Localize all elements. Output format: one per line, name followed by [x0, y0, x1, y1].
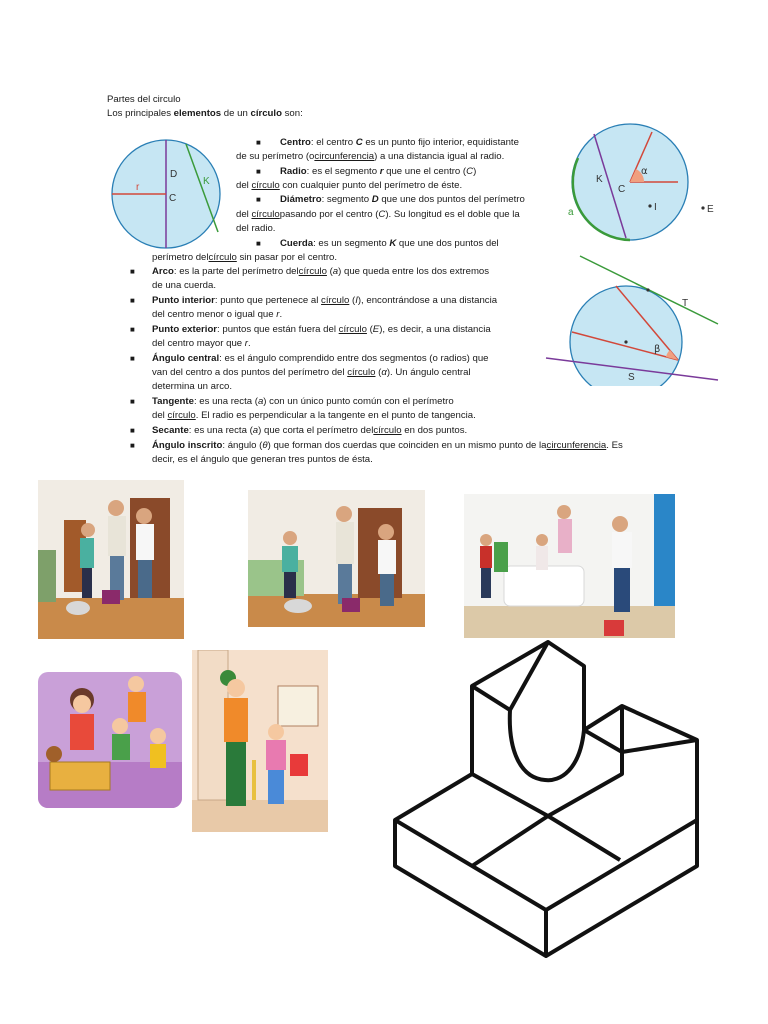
item-tangente-line1: Tangente: es una recta (a) con un único punto común con el perímetro [152, 396, 454, 407]
link-circunferencia[interactable]: circunferencia [314, 151, 375, 162]
cartoon-family-toys [38, 672, 182, 808]
label-C: C [618, 184, 626, 195]
label-I: I [654, 202, 657, 213]
item-interior-line1: Punto interior: punto que pertenece al círculo (I), encontrándose a una distancia [152, 295, 498, 306]
label-C: C [169, 193, 177, 204]
bullet-icon: ■ [130, 426, 135, 435]
circle-figure-1 [108, 132, 226, 252]
label-alpha: α [641, 166, 648, 177]
cartoon-cleaning-window [192, 650, 328, 832]
link-circulo[interactable]: círculo [251, 209, 280, 220]
item-centro-line1: Centro: el centro C es un punto fijo interior, equidistante [280, 137, 519, 148]
bullet-icon: ■ [130, 325, 135, 334]
label-beta: β [654, 344, 661, 355]
item-secante-line1: Secante: es una recta (a) que corta el perímetro delcírculo en dos puntos. [152, 425, 468, 436]
label-K: K [596, 174, 603, 185]
interior-point [648, 204, 651, 207]
item-central-line3: determina un arco. [152, 381, 232, 392]
label-a: a [568, 207, 574, 218]
label-T: T [682, 298, 689, 309]
link-circunferencia[interactable]: circunferencia [546, 440, 607, 451]
bullet-icon: ■ [130, 441, 135, 450]
item-central-line2: van del centro a dos puntos del perímetro del círculo (α). Un ángulo central [152, 367, 471, 378]
label-S: S [628, 372, 635, 383]
circle-figure-3 [544, 254, 722, 386]
photo-family-cleaning-1 [38, 480, 184, 639]
section-title: Partes del circulo [107, 94, 181, 105]
label-K: K [203, 176, 210, 187]
link-circulo[interactable]: círculo [251, 180, 280, 191]
item-arco-line1: Arco: es la parte del perímetro delcírculo (a) que queda entre los dos extremos [152, 266, 490, 277]
item-inscrito-line1: Ángulo inscrito: ángulo (θ) que forman dos cuerdas que coinciden en un mismo punto de lacircunferencia. Es [152, 440, 623, 451]
bullet-icon: ■ [256, 195, 261, 204]
link-circulo[interactable]: círculo [167, 410, 196, 421]
item-inscrito-line2: decir, es el ángulo que generan tres puntos de ésta. [152, 454, 373, 465]
circle-figure-2 [566, 120, 724, 246]
link-circulo[interactable]: círculo [373, 425, 402, 436]
item-diametro-line3: del radio. [236, 223, 276, 234]
bullet-icon: ■ [130, 296, 135, 305]
label-E: E [707, 204, 714, 215]
photo-family-cleaning-3 [464, 494, 675, 638]
tangency-point [646, 288, 649, 291]
item-cuerda-line1: Cuerda: es un segmento K que une dos puntos del [280, 238, 499, 249]
link-circulo[interactable]: círculo [347, 367, 376, 378]
item-tangente-line2: del círculo. El radio es perpendicular a la tangente en el punto de tangencia. [152, 410, 476, 421]
label-r: r [136, 182, 140, 193]
bullet-icon: ■ [256, 239, 261, 248]
item-central-line1: Ángulo central: es el ángulo comprendido entre dos segmentos (o radios) que [152, 353, 489, 364]
item-exterior-line1: Punto exterior: puntos que están fuera del círculo (E), es decir, a una distancia [152, 324, 491, 335]
item-diametro-line2: del círculopasando por el centro (C). Su longitud es el doble que la [236, 209, 520, 220]
item-arco-line2: de una cuerda. [152, 280, 217, 291]
link-circulo[interactable]: círculo [321, 295, 350, 306]
intro-text: Los principales elementos de un círculo son: [107, 108, 303, 119]
item-interior-line2: del centro menor o igual que r. [152, 309, 283, 320]
item-radio-line2: del círculo con cualquier punto del perímetro de éste. [236, 180, 463, 191]
bullet-icon: ■ [130, 354, 135, 363]
center-point [624, 340, 627, 343]
photo-family-cleaning-2 [248, 490, 425, 627]
isometric-block-drawing [390, 640, 700, 1006]
item-exterior-line2: del centro mayor que r. [152, 338, 251, 349]
label-D: D [170, 169, 178, 180]
link-circulo[interactable]: círculo [338, 324, 367, 335]
item-diametro-line1: Diámetro: segmento D que une dos puntos del perímetro [280, 194, 525, 205]
link-circulo[interactable]: círculo [298, 266, 327, 277]
bullet-icon: ■ [256, 138, 261, 147]
item-cuerda-line2: perímetro delcírculo sin pasar por el centro. [152, 252, 338, 263]
item-centro-line2: de su perímetro (ocircunferencia) a una distancia igual al radio. [236, 151, 505, 162]
exterior-point [701, 206, 704, 209]
item-radio-line1: Radio: es el segmento r que une el centro (C) [280, 166, 477, 177]
block-top-edge [548, 642, 584, 730]
bullet-icon: ■ [130, 397, 135, 406]
link-circulo[interactable]: círculo [208, 252, 237, 263]
bullet-icon: ■ [130, 267, 135, 276]
bullet-icon: ■ [256, 167, 261, 176]
